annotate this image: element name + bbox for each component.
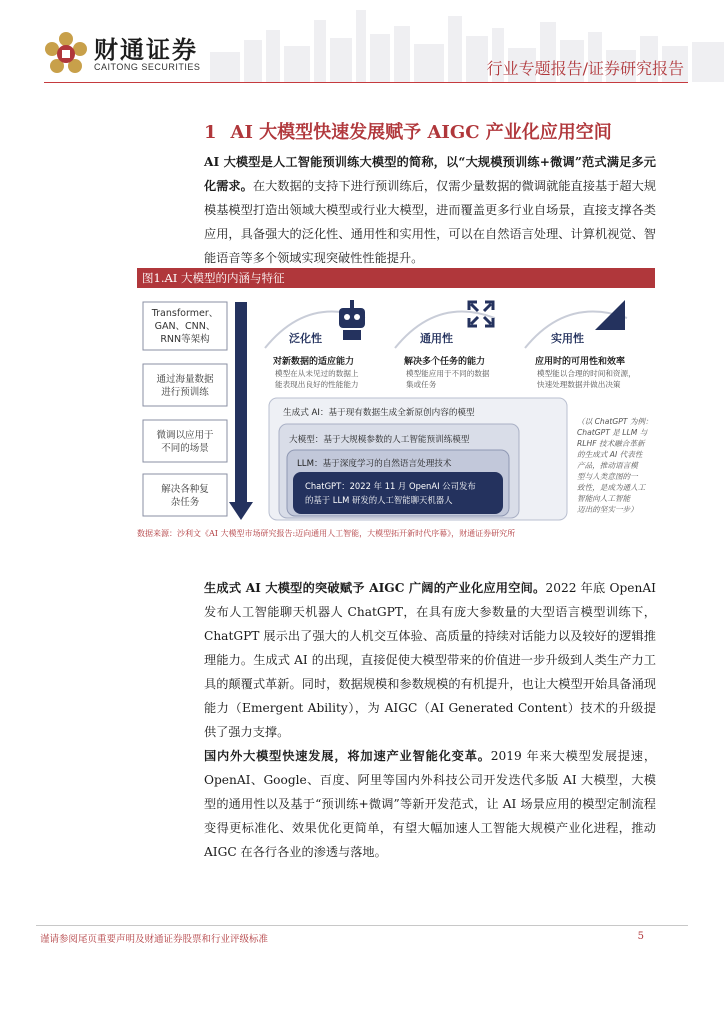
section-number: 1 — [204, 122, 217, 143]
down-arrow-icon — [229, 302, 253, 520]
feature-3-headline: 应用时的可用性和效率 — [535, 357, 626, 367]
feature-3-name: 实用性 — [551, 332, 584, 345]
figure-source: 数据来源：沙利文《AI 大模型市场研究报告:迈向通用人工智能，大模型拓开新时代序幕》，财通证券研究所 — [137, 529, 516, 538]
ramp-icon — [595, 300, 625, 330]
report-type-label: 行业专题报告/证券研究报告 — [486, 59, 684, 78]
paragraph-2 — [204, 576, 656, 744]
side-note-line-8: 智能向人工智能 — [577, 494, 631, 503]
paragraph-2-lead: 生成式 AI 大模型的突破赋予 AIGC 广阔的产业化应用空间。 — [204, 581, 546, 595]
feature-1-name: 泛化性 — [289, 332, 322, 345]
left-stack — [143, 302, 253, 520]
left-box-2-line-1: 通过海量数据 — [156, 374, 214, 385]
feature-3-desc-1: 模型能以合理的时间和资源， — [537, 369, 636, 378]
left-box-3-line-1: 微调以应用于 — [156, 430, 214, 441]
section-title — [204, 118, 612, 144]
side-note-line-6: 型与人类意图的一 — [577, 472, 638, 481]
large-model-label: 大模型：基于大规模参数的人工智能预训练模型 — [289, 435, 470, 445]
paragraph-1 — [204, 150, 656, 270]
side-note — [577, 417, 653, 514]
feature-2-desc-2: 集或任务 — [406, 380, 437, 389]
paragraph-1-body: 在大数据的支持下进行预训练后，仅需少量数据的微调就能直接基于超大规模基模型打造出领域大模型或行业大模型，进而覆盖更多行业自场景，直接支撑各类应用，具备强大的泛化性、通用性和实用性，可以在自然语言处理、计算机视觉、智能语音等多个领域实现突破性性能提升。 — [204, 179, 657, 265]
page-number: 5 — [637, 931, 644, 942]
paragraph-1-lead: AI 大模型是人工智能预训练大模型的简称，以“大规模预训练+微调”范式满足多元化需求。 — [204, 155, 656, 193]
chatgpt-line-1: ChatGPT：2022 年 11 月 OpenAI 公司发布 — [305, 481, 476, 491]
left-box-1-line-2: GAN、CNN、 — [154, 321, 216, 332]
feature-row — [265, 300, 636, 389]
side-note-line-2: ChatGPT 是 LLM 与 — [577, 428, 648, 437]
side-note-line-7: 致性，是成为通人工 — [577, 483, 646, 492]
feature-2-desc-1: 模型能应用于不同的数据 — [406, 369, 490, 378]
side-note-line-5: 产品，推动语言模 — [577, 461, 638, 470]
gen-ai-label: 生成式 AI：基于现有数据生成全新原创内容的模型 — [283, 408, 475, 418]
feature-1-desc-2: 能表现出良好的性能能力 — [275, 380, 359, 389]
left-box-1-line-1: Transformer、 — [151, 308, 219, 319]
left-box-4-line-1: 解决各种复 — [161, 484, 209, 495]
chatgpt-line-2: 的基于 LLM 研发的人工智能聊天机器人 — [305, 495, 453, 505]
left-box-4-line-2: 杂任务 — [170, 497, 200, 508]
left-box-2-line-2: 进行预训练 — [161, 387, 209, 398]
figure-ai-model-diagram — [137, 288, 655, 526]
header-divider — [44, 82, 688, 83]
brand-name-en: CAITONG SECURITIES — [94, 62, 201, 72]
left-box-3-line-2: 不同的场景 — [161, 443, 209, 454]
feature-3-desc-2: 快速处理数据并做出决策 — [537, 380, 621, 389]
caitong-logo-icon — [44, 31, 88, 75]
side-note-line-4: 的生成式 AI 代表性 — [577, 450, 643, 459]
feature-2-headline: 解决多个任务的能力 — [404, 357, 486, 367]
side-note-line-9: 迈出的坚实一步） — [577, 505, 638, 514]
feature-1-desc-1: 模型在从未见过的数据上 — [275, 369, 359, 378]
paragraph-3-body: 2019 年来大模型发展提速，OpenAI、Google、百度、阿里等国内外科技公司开发迭代多版 AI 大模型，大模型的通用性以及基于“预训练+微调”等新开发范式，让 AI 场景应用的模型定制流程变得更标准化、效果优化更简单，有望大幅加速人工智能大规模产业化进程，推动 AIGC 在各行各业的渗透与落地。 — [204, 749, 657, 859]
figure-caption: 图1.AI 大模型的内涵与特征 — [137, 268, 655, 288]
section-title-text: AI 大模型快速发展赋予 AIGC 产业化应用空间 — [230, 122, 612, 143]
paragraph-3 — [204, 744, 656, 864]
feature-2-name: 通用性 — [420, 332, 453, 345]
paragraph-2-body: 2022 年底 OpenAI 发布人工智能聊天机器人 ChatGPT，在具有庞大参数量的大型语言模型训练下，ChatGPT 展示出了强大的人机交互体验、高质量的持续对话能力以及较好的逻辑推理能力。生成式 AI 的出现，直接促使大模型带来的价值进一步升级到人类生产力工具的颠覆式革新。同时，数据规模和参数规模的有机提升，也让大模型开始具备涌现能力（Emergent Ability），为 AIGC（AI Generated Content）技术的升级提供了强力支撑。 — [204, 581, 656, 739]
feature-1-headline: 对新数据的适应能力 — [273, 357, 355, 367]
page-header — [0, 0, 724, 82]
side-note-line-1: （以 ChatGPT 为例： — [577, 417, 653, 426]
footer-divider — [36, 925, 688, 926]
paragraph-3-lead: 国内外大模型快速发展，将加速产业智能化变革。 — [204, 749, 491, 763]
footer-disclaimer-link[interactable]: 谨请参阅尾页重要声明及财通证券股票和行业评级标准 — [40, 934, 269, 945]
left-box-1-line-3: RNN等架构 — [160, 334, 210, 345]
brand-name-cn: 财通证券 — [94, 36, 198, 64]
llm-label: LLM：基于深度学习的自然语言处理技术 — [297, 459, 452, 469]
nested-model-boxes — [269, 398, 567, 520]
robot-icon — [339, 300, 365, 340]
side-note-line-3: RLHF 技术融合革新 — [577, 439, 645, 448]
